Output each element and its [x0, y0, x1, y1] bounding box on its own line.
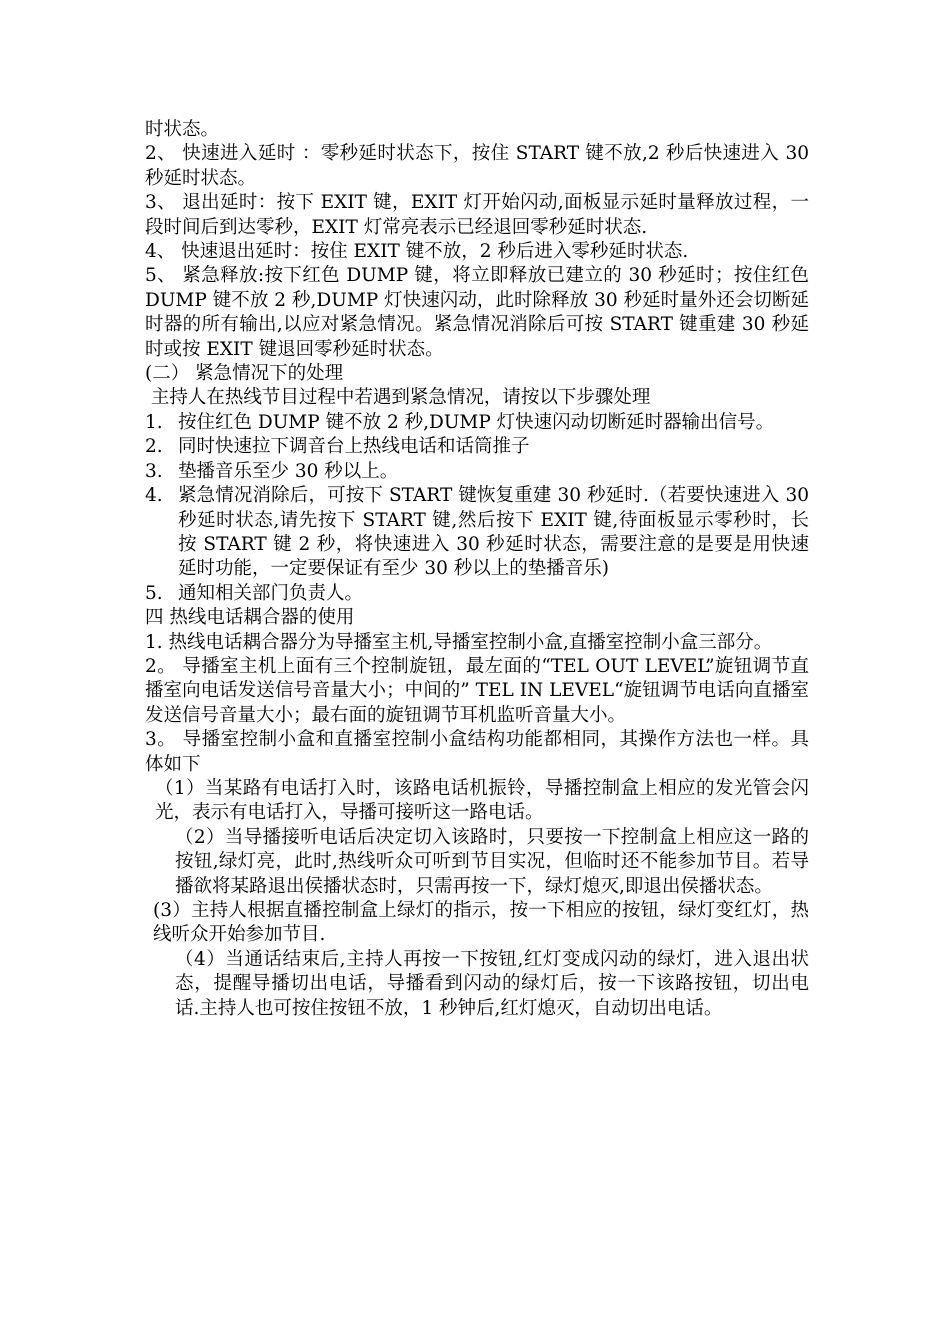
- list-text: 紧急情况消除后，可按下 START 键恢复重建 30 秒延时.（若要快速进入 30 秒延时状态,请先按下 START 键,然后按下 EXIT 键,待面板显示零秒时，长按 START 键 2 秒，将快速进入 30 秒延时状态，需要注意的是要是用快速延时功能，一定要保证有至少 30 秒以上的垫播音乐): [178, 485, 809, 580]
- list-text: 通知相关部门负责人。: [178, 582, 364, 604]
- list-number: 2.: [145, 436, 163, 458]
- list-item: [145, 582, 809, 606]
- list-number: 3.: [145, 460, 163, 482]
- paragraph: (3）主持人根据直播控制盒上绿灯的指示，按一下相应的按钮，绿灯变红灯，热线听众开始参加节目.: [153, 900, 809, 946]
- paragraph: 5、 紧急释放:按下红色 DUMP 键，将立即释放已建立的 30 秒延时；按住红色 DUMP 键不放 2 秒,DUMP 灯快速闪动，此时除释放 30 秒延时量外还会切断延时器的所有输出,以应对紧急情况。紧急情况消除后可按 START 键重建 30 秒延时或按 EXIT 键退回零秒延时状态。: [145, 265, 809, 360]
- list-text: 按住红色 DUMP 键不放 2 秒,DUMP 灯快速闪动切断延时器输出信号。: [178, 411, 775, 433]
- list-number: 1.: [145, 411, 163, 433]
- paragraph: 4、 快速退出延时：按住 EXIT 键不放，2 秒后进入零秒延时状态.: [145, 241, 689, 263]
- list-item: [145, 411, 809, 435]
- paragraph: （4）当通话结束后,主持人再按一下按钮,红灯变成闪动的绿灯，进入退出状态，提醒导播切出电话，导播看到闪动的绿灯后，按一下该路按钮，切出电话.主持人也可按住按钮不放，1 秒钟后,红灯熄灭，自动切出电话。: [175, 948, 809, 1019]
- document-page: [145, 118, 809, 1021]
- list-item: [145, 460, 809, 484]
- section-heading: 四 热线电话耦合器的使用: [145, 607, 355, 629]
- list-item: [145, 435, 809, 459]
- paragraph: 2、 快速进入延时 ：零秒延时状态下，按住 START 键不放,2 秒后快速进入 30 秒延时状态。: [145, 143, 809, 189]
- paragraph: （1）当某路有电话打入时，该路电话机振铃，导播控制盒上相应的发光管会闪光，表示有电话打入，导播可接听这一路电话。: [155, 777, 809, 824]
- paragraph: 时状态。: [145, 119, 220, 140]
- list-text: 同时快速拉下调音台上热线电话和话筒推子: [178, 436, 530, 458]
- paragraph: （2）当导播接听电话后决定切入该路时，只要按一下控制盒上相应这一路的按钮,绿灯亮，此时,热线听众可听到节目实况，但临时还不能参加节目。若导播欲将某路退出侯播状态时，只需再按一下，绿灯熄灭,即退出侯播状态。: [175, 826, 809, 897]
- list-item: [145, 484, 809, 582]
- paragraph: 2。 导播室主机上面有三个控制旋钮，最左面的“TEL OUT LEVEL”旋钮调节直播室向电话发送信号音量大小；中间的” TEL IN LEVEL“旋钮调节电话向直播室发送信号音量大小；最右面的旋钮调节耳机监听音量大小。: [145, 655, 809, 726]
- paragraph: 3。 导播室控制小盒和直播室控制小盒结构功能都相同，其操作方法也一样。具体如下: [145, 729, 809, 775]
- list-number: 4.: [145, 485, 163, 507]
- list-text: 垫播音乐至少 30 秒以上。: [178, 460, 399, 482]
- paragraph: 3、 退出延时：按下 EXIT 键，EXIT 灯开始闪动,面板显示延时量释放过程，一段时间后到达零秒，EXIT 灯常亮表示已经退回零秒延时状态.: [145, 192, 809, 238]
- paragraph: 主持人在热线节目过程中若遇到紧急情况，请按以下步骤处理: [145, 387, 651, 409]
- section-heading: (二） 紧急情况下的处理: [145, 363, 344, 385]
- paragraph: 1. 热线电话耦合器分为导播室主机,导播室控制小盒,直播室控制小盒三部分。: [145, 631, 773, 653]
- list-number: 5.: [145, 582, 163, 604]
